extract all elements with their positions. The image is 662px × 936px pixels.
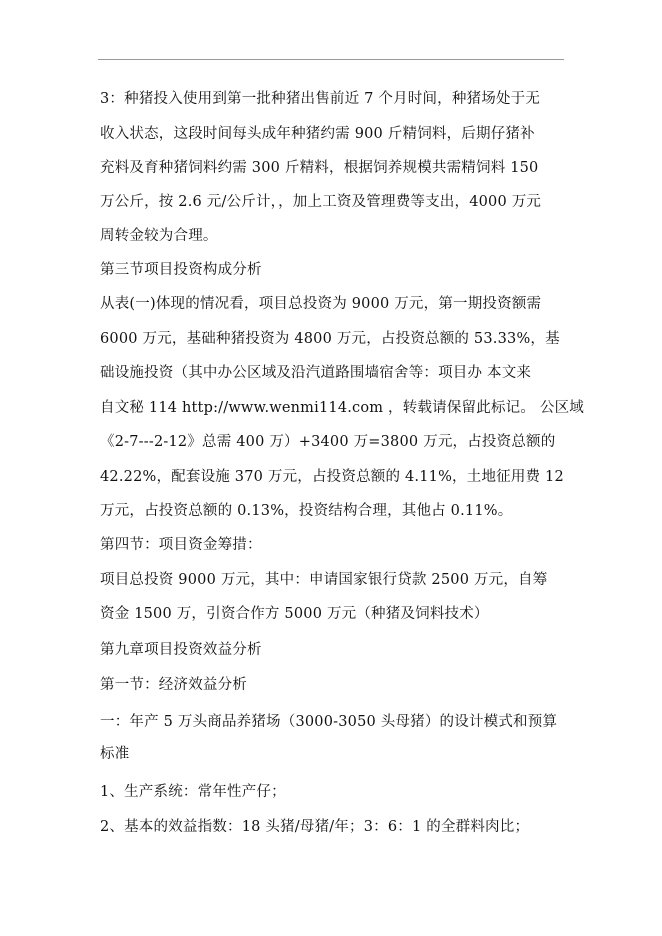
text-line-21: 1、生产系统：常年性产仔； — [100, 784, 286, 800]
header-rule — [98, 59, 564, 60]
text-line-19: 一：年产 5 万头商品养猪场（3000-3050 头母猪）的设计模式和预算 — [100, 714, 558, 730]
text-line-20: 标准 — [100, 746, 130, 762]
text-line-1: 3：种猪投入使用到第一批种猪出售前近 7 个月时间，种猪场处于无 — [100, 91, 541, 107]
text-line-16: 资金 1500 万，引资合作方 5000 万元（种猪及饲料技术） — [100, 606, 489, 622]
section-heading-3: 第三节项目投资构成分析 — [100, 262, 262, 278]
section-heading-4: 第四节：项目资金筹措： — [100, 537, 262, 553]
text-line-4: 万公斤，按 2.6 元/公斤计，，加上工资及管理费等支出，4000 万元 — [100, 194, 542, 210]
text-line-8: 6000 万元，基础种猪投资为 4800 万元，占投资总额的 53.33%，基 — [100, 331, 560, 347]
text-line-5: 周转金较为合理。 — [100, 228, 218, 244]
text-line-15: 项目总投资 9000 万元，其中：申请国家银行贷款 2500 万元，自筹 — [100, 572, 548, 588]
section-heading-1: 第一节：经济效益分析 — [100, 677, 247, 693]
text-line-2: 收入状态，这段时间每头成年种猪约需 900 斤精饲料，后期仔猪补 — [100, 126, 535, 142]
text-line-7: 从表(一)体现的情况看，项目总投资为 9000 万元，第一期投资额需 — [100, 296, 542, 312]
text-line-22: 2、基本的效益指数：18 头猪/母猪/年；3：6：1 的全群料肉比； — [100, 819, 530, 835]
text-line-3: 充料及育种猪饲料约需 300 斤精料，根据饲养规模共需精饲料 150 — [100, 160, 539, 176]
chapter-heading-9: 第九章项目投资效益分析 — [100, 642, 262, 658]
text-line-11: 《2-7---2-12》总需 400 万）+3400 万=3800 万元，占投资总额的 — [100, 434, 556, 450]
text-line-12: 42.22%，配套设施 370 万元，占投资总额的 4.11%，土地征用费 12 — [100, 469, 564, 485]
text-line-9: 础设施投资（其中办公区域及沿汽道路围墙宿舍等：项目办 本文来 — [100, 365, 532, 381]
text-line-10: 自文秘 114 http://www.wenmi114.com ，转载请保留此标记。 公区域 — [100, 400, 584, 416]
text-line-13: 万元，占投资总额的 0.13%，投资结构合理，其他占 0.11%。 — [100, 503, 513, 519]
